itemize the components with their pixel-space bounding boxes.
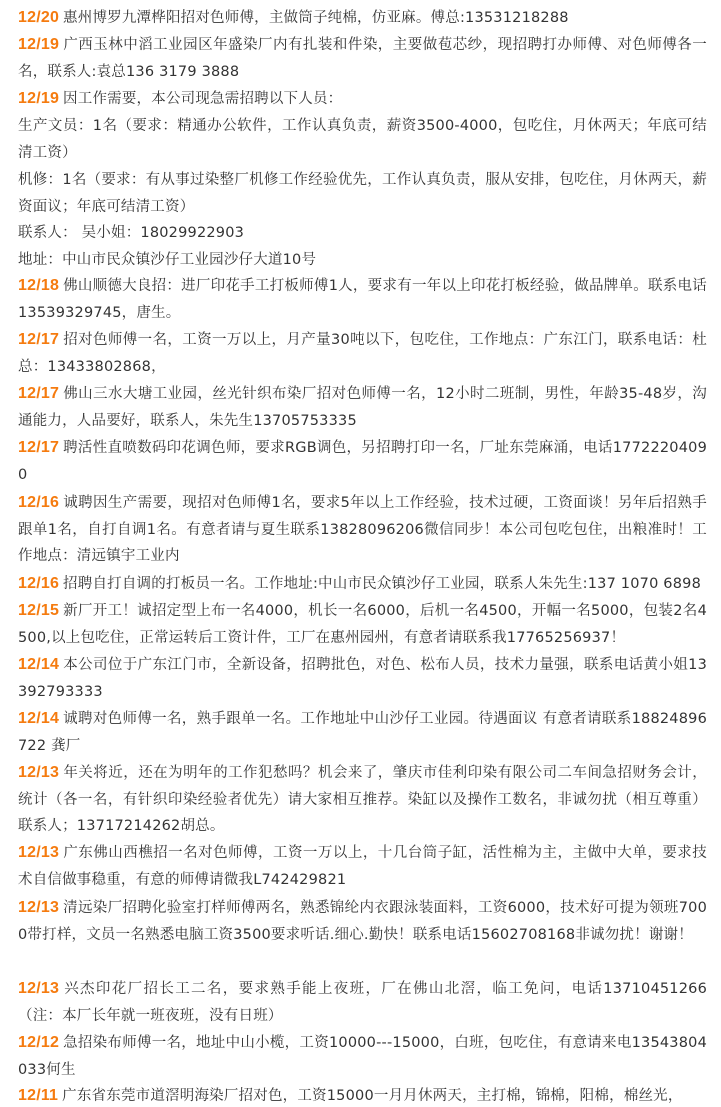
post-text: 广西玉林中滔工业园区年盛染厂内有扎装和件染，主要做苞芯纱，现招聘打办师傅、对色师傅各一名，联系人:袁总136 3179 3888 [18, 37, 707, 80]
job-posting-entry [18, 273, 707, 326]
job-posting-entry [18, 5, 707, 32]
post-text: 广东省东莞市道滘明海染厂招对色，工资15000一月月休两天，主打棉，锦棉，阳棉，棉丝光， [62, 1088, 683, 1104]
post-date: 12/13 [18, 844, 60, 861]
post-text: 联系人： 吴小姐：18029922903 [18, 225, 245, 241]
post-date: 12/13 [18, 764, 60, 781]
post-date: 12/18 [18, 277, 60, 294]
post-date: 12/15 [18, 602, 60, 619]
post-text: 聘活性直喷数码印花调色师，要求RGB调色，另招聘打印一名，厂址东莞麻涌，电话17722204090 [18, 440, 707, 483]
post-date: 12/16 [18, 494, 60, 511]
post-date: 12/11 [18, 1087, 59, 1104]
post-date: 12/19 [18, 36, 60, 53]
post-date: 12/13 [18, 980, 60, 997]
job-posting-entry [18, 652, 707, 705]
post-text: 广东佛山西樵招一名对色师傅，工资一万以上，十几台筒子缸，活性棉为主，主做中大单，要求技术自信做事稳重，有意的师傅请微我L742429821 [18, 845, 707, 888]
post-text: 兴杰印花厂招长工二名，要求熟手能上夜班，厂在佛山北滘，临工免问，电话13710451266（注：本厂长年就一班夜班，没有日班） [18, 981, 707, 1024]
job-posting-entry [18, 113, 707, 166]
post-text: 急招染布师傅一名，地址中山小榄，工资10000---15000，白班，包吃住，有意请来电13543804033何生 [18, 1035, 707, 1078]
post-date: 12/14 [18, 656, 60, 673]
job-posting-entry [18, 571, 707, 598]
post-text: 新厂开工！诚招定型上布一名4000，机长一名6000，后机一名4500，开幅一名5000，包装2名4500,以上包吃住，正常运转后工资计件，工厂在惠州园州，有意者请联系我17765256937！ [18, 603, 707, 646]
job-posting-entry [18, 706, 707, 759]
post-text: 惠州博罗九潭桦阳招对色师傅，主做筒子纯棉，仿亚麻。傅总:13531218288 [63, 10, 569, 26]
job-posting-entry [18, 490, 707, 570]
post-text: 诚聘对色师傅一名，熟手跟单一名。工作地址中山沙仔工业园。待遇面议 有意者请联系18824896722 龚厂 [18, 711, 707, 754]
post-text: 清远染厂招聘化验室打样师傅两名，熟悉锦纶内衣跟泳装面料，工资6000，技术好可提为领班7000带打样，文员一名熟悉电脑工资3500要求听话.细心.勤快！联系电话15602708168非诚勿扰！谢谢！ [18, 900, 707, 943]
post-date: 12/17 [18, 385, 60, 402]
post-date: 12/20 [18, 9, 60, 26]
job-posting-entry [18, 435, 707, 488]
post-date: 12/13 [18, 899, 60, 916]
post-date: 12/16 [18, 575, 60, 592]
job-posting-entry [18, 32, 707, 85]
job-posting-entry [18, 1030, 707, 1083]
post-text: 佛山三水大塘工业园，丝光针织布染厂招对色师傅一名，12小时二班制，男性，年龄35-48岁，沟通能力，人品要好，联系人，朱先生13705753335 [18, 386, 707, 429]
post-date: 12/17 [18, 331, 60, 348]
post-date: 12/14 [18, 710, 60, 727]
post-date: 12/12 [18, 1034, 60, 1051]
job-posting-entry [18, 220, 707, 247]
post-text: 因工作需要，本公司现急需招聘以下人员： [63, 91, 343, 107]
post-text: 招聘自打自调的打板员一名。工作地址:中山市民众镇沙仔工业园，联系人朱先生:137 1070 6898 [63, 576, 702, 592]
job-posting-entry [18, 247, 707, 274]
job-posting-entry [18, 895, 707, 948]
post-date: 12/17 [18, 439, 60, 456]
post-text: 佛山顺德大良招：进厂印花手工打板师傅1人，要求有一年以上印花打板经验，做品牌单。联系电话13539329745，唐生。 [18, 278, 707, 321]
post-text: 年关将近，还在为明年的工作犯愁吗？机会来了，肇庆市佳利印染有限公司二车间急招财务会计，统计（各一名，有针织印染经验者优先）请大家相互推荐。染缸以及操作工数名，非诚勿扰（相互尊重）联系人；13717214262胡总。 [18, 765, 707, 834]
post-text: 诚聘因生产需要，现招对色师傅1名，要求5年以上工作经验，技术过硬，工资面谈！另年后招熟手跟单1名，自打自调1名。有意者请与夏生联系13828096206微信同步！本公司包吃包住，出粮准时！工作地点：清远镇宇工业内 [18, 495, 707, 564]
job-posting-entry [18, 760, 707, 840]
post-text: 机修：1名（要求：有从事过染整厂机修工作经验优先，工作认真负责，服从安排，包吃住，月休两天，薪资面议；年底可结清工资） [18, 172, 707, 215]
job-posting-entry [18, 381, 707, 434]
post-text: 地址：中山市民众镇沙仔工业园沙仔大道10号 [18, 252, 317, 268]
job-posting-entry [18, 976, 707, 1029]
post-text: 本公司位于广东江门市，全新设备，招聘批色，对色、松布人员，技术力量强，联系电话黄小姐13392793333 [18, 657, 707, 700]
job-posting-entry [18, 840, 707, 893]
post-date: 12/19 [18, 90, 60, 107]
job-posting-entry [18, 167, 707, 220]
post-text: 招对色师傅一名，工资一万以上，月产量30吨以下，包吃住，工作地点：广东江门，联系电话：杜总：13433802868， [18, 332, 707, 375]
job-posting-entry [18, 86, 707, 113]
job-posting-entry [18, 1083, 707, 1107]
post-text: 生产文员：1名（要求：精通办公软件，工作认真负责，薪资3500-4000，包吃住，月休两天；年底可结清工资） [18, 118, 707, 161]
job-posting-entry [18, 327, 707, 380]
job-posting-entry [18, 598, 707, 651]
